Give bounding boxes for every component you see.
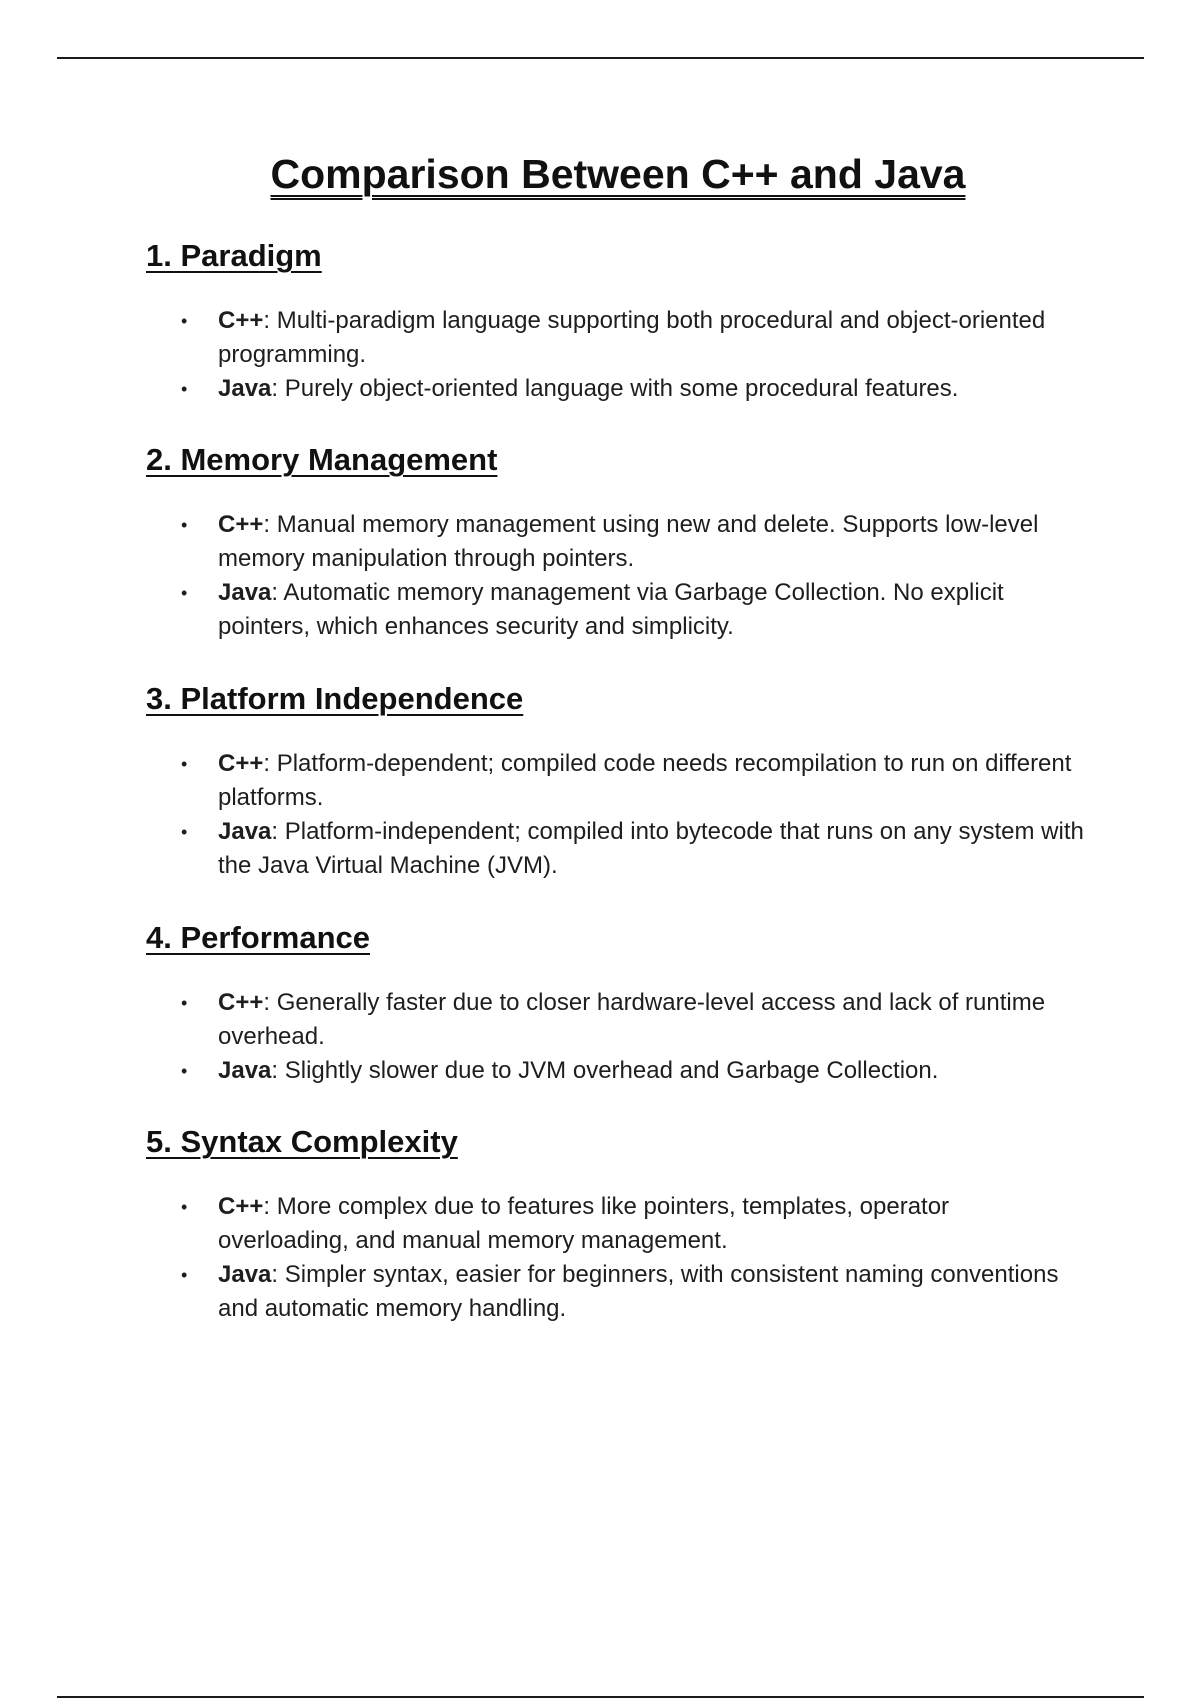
section-performance <box>146 918 1086 1088</box>
item-text: : Manual memory management using new and delete. Supports low-level memory manipulation through pointers. <box>218 511 1039 572</box>
language-label: Java <box>218 1057 272 1084</box>
item-text: : Generally faster due to closer hardware-level access and lack of runtime overhead. <box>218 989 1046 1050</box>
list-item <box>146 304 1086 372</box>
item-text: : Slightly slower due to JVM overhead and Garbage Collection. <box>271 1057 939 1084</box>
bullet-icon: • <box>181 754 188 774</box>
bullet-icon: • <box>181 1265 188 1285</box>
header-rule <box>57 57 1144 59</box>
language-label: Java <box>218 1261 272 1288</box>
section-memory-management <box>146 440 1086 644</box>
language-label: C++ <box>218 307 264 334</box>
footer-rule <box>57 1696 1144 1698</box>
language-label: C++ <box>218 1193 264 1220</box>
section-heading: 2. Memory Management <box>146 442 498 477</box>
list-item <box>146 576 1086 644</box>
item-text: : Platform-dependent; compiled code needs recompilation to run on different platforms. <box>218 750 1072 811</box>
bullet-list <box>146 508 1086 644</box>
bullet-icon: • <box>181 583 188 603</box>
item-text: : Purely object-oriented language with some procedural features. <box>271 375 959 402</box>
item-text: : More complex due to features like pointers, templates, operator overloading, and manual memory management. <box>218 1193 950 1254</box>
section-heading: 5. Syntax Complexity <box>146 1124 458 1159</box>
bullet-icon: • <box>181 311 188 331</box>
section-heading: 4. Performance <box>146 920 370 955</box>
language-label: C++ <box>218 750 264 777</box>
list-item <box>146 1258 1086 1326</box>
bullet-icon: • <box>181 1197 188 1217</box>
section-platform-independence <box>146 679 1086 883</box>
list-item <box>146 1054 1086 1088</box>
language-label: Java <box>218 818 272 845</box>
section-paradigm <box>146 236 1086 406</box>
language-label: Java <box>218 375 272 402</box>
item-text: : Multi-paradigm language supporting both procedural and object-oriented programming. <box>218 307 1046 368</box>
bullet-icon: • <box>181 822 188 842</box>
item-text: : Automatic memory management via Garbage Collection. No explicit pointers, which enhances security and simplicity. <box>218 579 1004 640</box>
list-item <box>146 815 1086 883</box>
section-heading: 3. Platform Independence <box>146 681 524 716</box>
list-item <box>146 986 1086 1054</box>
bullet-list <box>146 986 1086 1088</box>
item-text: : Platform-independent; compiled into bytecode that runs on any system with the Java Virtual Machine (JVM). <box>218 818 1084 879</box>
list-item <box>146 372 1086 406</box>
item-text: : Simpler syntax, easier for beginners, with consistent naming conventions and automatic memory handling. <box>218 1261 1059 1322</box>
bullet-list <box>146 1190 1086 1326</box>
document-title: Comparison Between C++ and Java <box>270 151 966 197</box>
language-label: C++ <box>218 989 264 1016</box>
section-syntax-complexity <box>146 1122 1086 1326</box>
language-label: Java <box>218 579 272 606</box>
bullet-icon: • <box>181 379 188 399</box>
bullet-icon: • <box>181 515 188 535</box>
list-item <box>146 747 1086 815</box>
bullet-list <box>146 304 1086 406</box>
list-item <box>146 1190 1086 1258</box>
list-item <box>146 508 1086 576</box>
bullet-icon: • <box>181 1061 188 1081</box>
bullet-icon: • <box>181 993 188 1013</box>
language-label: C++ <box>218 511 264 538</box>
bullet-list <box>146 747 1086 883</box>
section-heading: 1. Paradigm <box>146 238 322 273</box>
